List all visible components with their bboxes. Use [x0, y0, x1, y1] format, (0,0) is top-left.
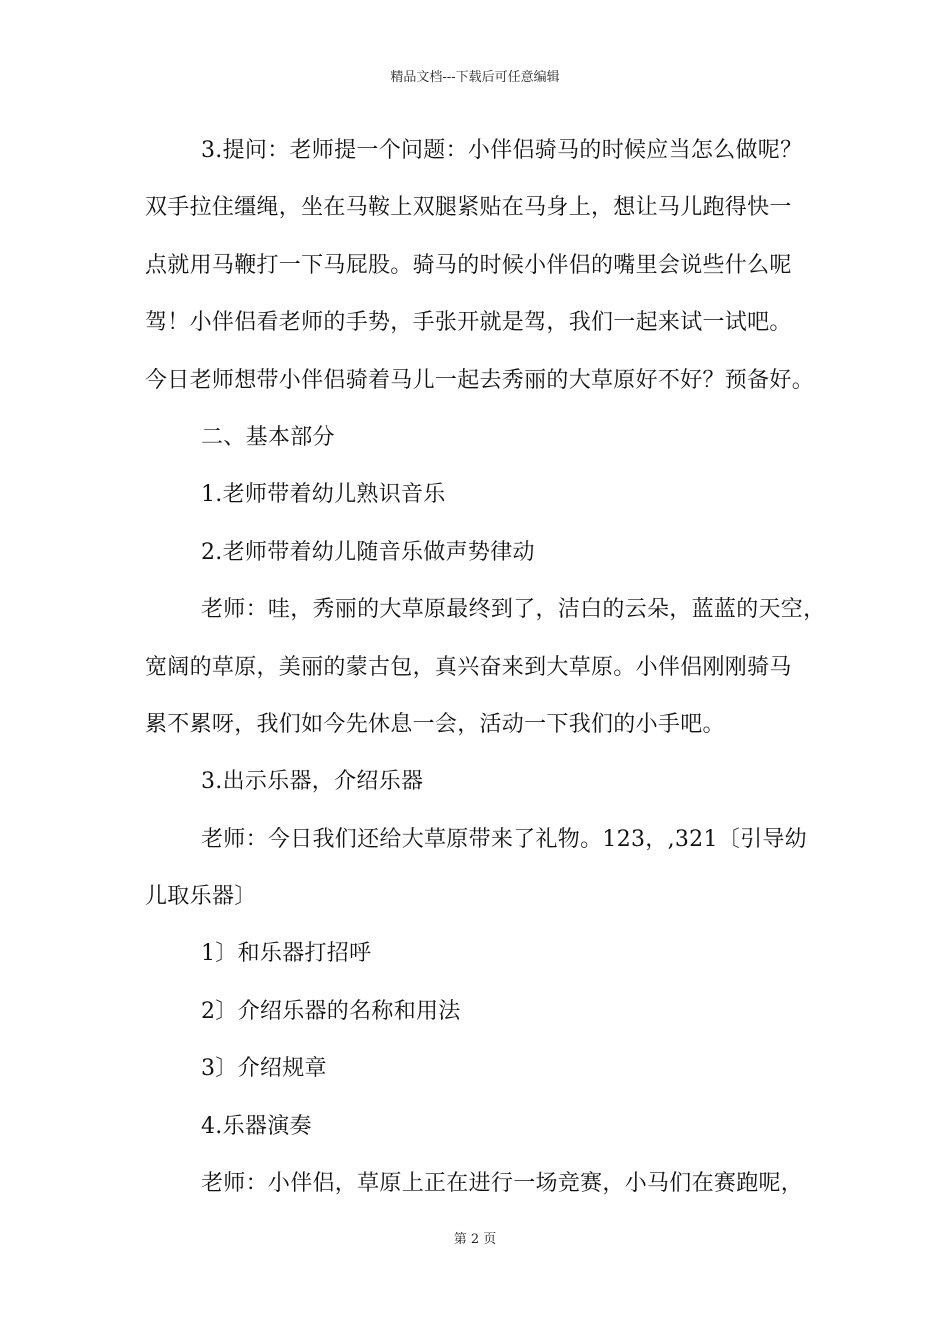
document-body — [145, 130, 835, 1220]
paragraph-line: 儿取乐器〕 — [145, 884, 257, 910]
list-item: 1.老师带着幼儿熟识音乐 — [201, 482, 446, 508]
list-item: 3.出示乐器，介绍乐器 — [201, 769, 424, 795]
section-heading: 二、基本部分 — [201, 424, 335, 450]
page-footer: 第 2 页 — [453, 1232, 497, 1247]
sub-list-item: 1〕和乐器打招呼 — [201, 941, 372, 967]
paragraph-line: 老师：哇，秀丽的大草原最终到了，洁白的云朵，蓝蓝的天空， — [201, 597, 826, 623]
paragraph-line: 老师：小伴侣，草原上正在进行一场竞赛，小马们在赛跑呢， — [201, 1171, 804, 1197]
paragraph-line: 累不累呀，我们如今先休息一会，活动一下我们的小手吧。 — [145, 711, 725, 737]
paragraph-line: 点就用马鞭打一下马屁股。骑马的时候小伴侣的嘴里会说些什么呢 — [145, 252, 792, 278]
list-item: 2.老师带着幼儿随音乐做声势律动 — [201, 539, 535, 565]
page-header: 精品文档---下载后可任意编辑 — [390, 70, 560, 85]
sub-list-item: 3〕介绍规章 — [201, 1056, 327, 1082]
paragraph-line: 3.提问：老师提一个问题：小伴侣骑马的时候应当怎么做呢？ — [201, 138, 803, 163]
paragraph-line: 宽阔的草原，美丽的蒙古包，真兴奋来到大草原。小伴侣刚刚骑马 — [145, 654, 792, 680]
sub-list-item: 2〕介绍乐器的名称和用法 — [201, 998, 461, 1024]
paragraph-line: 老师：今日我们还给大草原带来了礼物。123，,321〔引导幼 — [201, 826, 807, 852]
list-item: 4.乐器演奏 — [201, 1113, 312, 1139]
paragraph-line: 今日老师想带小伴侣骑着马儿一起去秀丽的大草原好不好？预备好。 — [145, 367, 815, 393]
paragraph-line: 驾！小伴侣看老师的手势，手张开就是驾，我们一起来试一试吧。 — [145, 310, 792, 336]
paragraph-line: 双手拉住缰绳，坐在马鞍上双腿紧贴在马身上，想让马儿跑得快一 — [145, 195, 792, 221]
